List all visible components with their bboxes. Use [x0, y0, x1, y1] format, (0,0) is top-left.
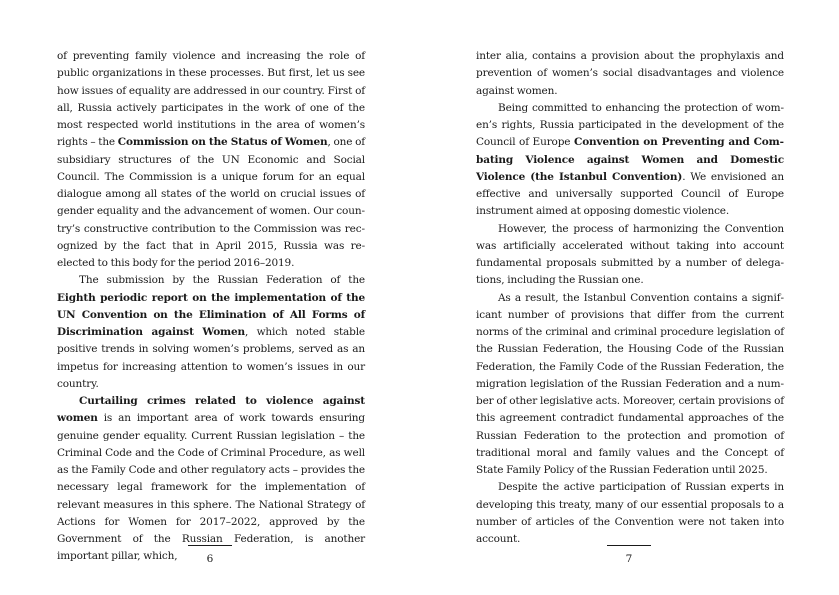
paragraph: Curtailing crimes related to violence against women is an important area of work towards ensuring genuine gender equality. Current Russian legislation – the Criminal Code and the Code of Criminal Procedure, as well as the Family Code and other regulatory acts – provides the necessary legal framework for the implementation of relevant measures in this sphere. The National Strategy of Actions for Women for 2017–2022, approved by the Government of the Russian Federation, is another important pillar, which, — [57, 395, 365, 563]
paragraph: inter alia, contains a provision about the prophylaxis and prevention of women’s social disadvantages and violence against women. — [476, 50, 784, 97]
right-page — [476, 48, 784, 548]
paragraph: of preventing family violence and increasing the role of public organizations in these processes. But first, let us see how issues of equality are addressed in our country. First of all, Russia actively participates in the work of one of the most respected world institutions in the area of women’s rights – the Commission on the Status of Women, one of subsidiary structures of the UN Economic and Social Council. The Commission is a unique forum for an equal dialogue among all states of the world on crucial issues of gender equality and the advancement of women. Our country’s constructive contribution to the Commission was recognized by the fact that in April 2015, Russia was re-elected to this body for the period 2016–2019. — [57, 50, 365, 269]
paragraph: Being committed to enhancing the protection of women’s rights, Russia participated in the development of the Council of Europe Convention on Preventing and Combating Violence against Women and Domestic Violence (the Istanbul Convention). We envisioned an effective and universally supported Council of Europe instrument aimed at opposing domestic violence. — [476, 101, 784, 218]
folio-rule — [188, 545, 232, 546]
left-page-folio — [188, 545, 232, 565]
paragraph: The submission by the Russian Federation of the Eighth periodic report on the implementation of the UN Convention on the Elimination of All Forms of Discrimination against Women, which noted stable positive trends in solving women’s problems, served as an impetus for increasing attention to women’s issues in our country. — [57, 274, 365, 390]
left-page-body — [57, 48, 365, 566]
right-page-body — [476, 48, 784, 548]
paragraph: However, the process of harmonizing the Convention was artificially accelerated without taking into account fundamental proposals submitted by a number of delegations, including the Russian one. — [476, 222, 784, 287]
page-number: 6 — [206, 553, 214, 565]
folio-rule — [607, 545, 651, 546]
paragraph: As a result, the Istanbul Convention contains a significant number of provisions that differ from the current norms of the criminal and criminal procedure legislation of the Russian Federation, the Housing Code of the Russian Federation, the Family Code of the Russian Federation, the migration legislation of the Russian Federation and a number of other legislative acts. Moreover, certain provisions of this agreement contradict fundamental approaches of the Russian Federation to the protection and promotion of traditional moral and family values and the Concept of State Family Policy of the Russian Federation until 2025. — [476, 291, 784, 476]
right-page-folio — [607, 545, 651, 565]
page-number: 7 — [625, 553, 633, 565]
left-page — [57, 48, 365, 566]
paragraph: Despite the active participation of Russian experts in developing this treaty, many of our essential proposals to a number of articles of the Convention were not taken into account. — [476, 481, 784, 545]
